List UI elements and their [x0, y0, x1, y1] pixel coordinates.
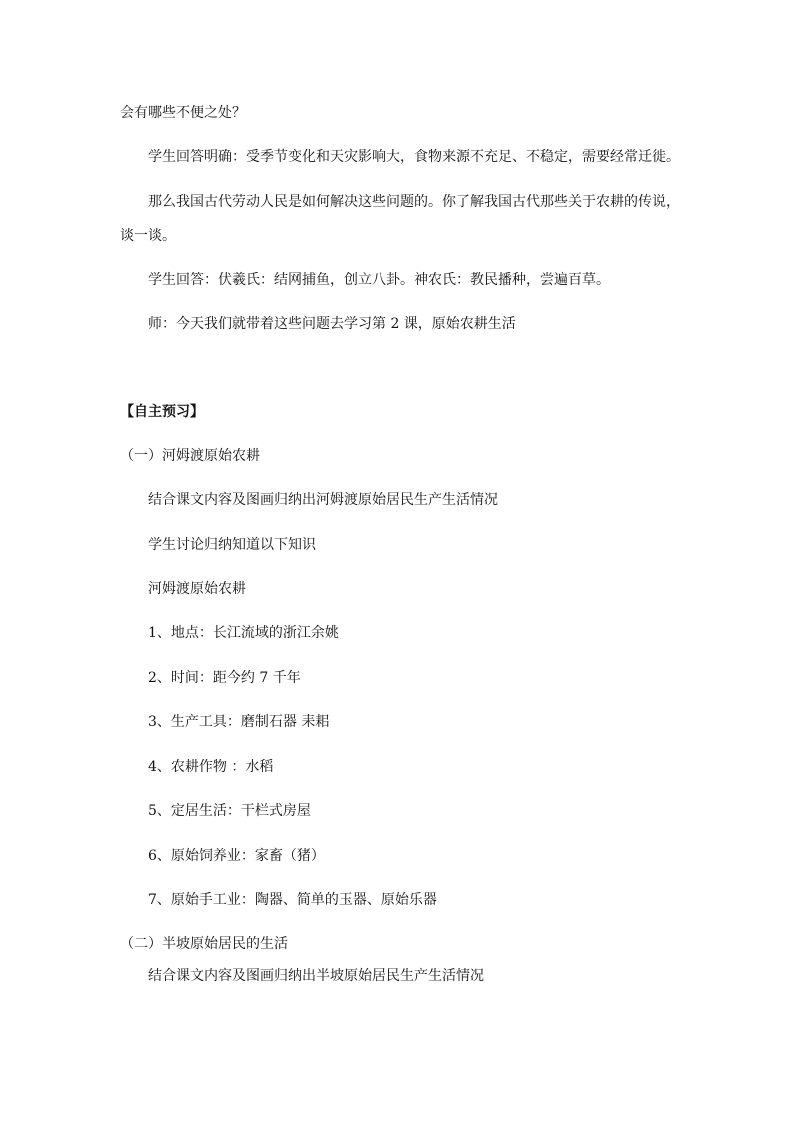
list-item: 5、定居生活：干栏式房屋: [148, 803, 311, 819]
list-item: 4、农耕作物 ：水稻: [148, 759, 274, 775]
section-heading: 【自主预习】: [120, 404, 204, 420]
paragraph-line: 谈一谈。: [120, 228, 176, 244]
list-item: 1、地点：长江流域的浙江余姚: [148, 625, 339, 641]
part2-intro: 结合课文内容及图画归纳出半坡原始居民生产生活情况: [148, 968, 484, 984]
list-item: 3、生产工具：磨制石器 耒耜: [148, 714, 330, 730]
paragraph-line: 会有哪些不便之处？: [120, 105, 246, 121]
paragraph-line: 学生回答：伏羲氏：结网捕鱼，创立八卦。神农氏：教民播种，尝遍百草。: [148, 272, 610, 288]
list-item: 2、时间：距今约 7 千年: [148, 670, 301, 686]
part2-heading: （二）半坡原始居民的生活: [120, 936, 288, 952]
paragraph-line: 那么我国古代劳动人民是如何解决这些问题的。你了解我国古代那些关于农耕的传说，: [148, 194, 680, 210]
part1-discussion: 学生讨论归纳知道以下知识: [148, 537, 316, 553]
paragraph-line: 学生回答明确：受季节变化和天灾影响大，食物来源不充足、不稳定，需要经常迁徙。: [148, 149, 680, 165]
list-item: 7、原始手工业：陶器、简单的玉器、原始乐器: [148, 892, 437, 908]
list-item: 6、原始饲养业：家畜（猪）: [148, 848, 325, 864]
paragraph-line: 师：今天我们就带着这些问题去学习第 2 课，原始农耕生活: [148, 316, 516, 332]
part1-intro: 结合课文内容及图画归纳出河姆渡原始居民生产生活情况: [148, 492, 498, 508]
part1-heading: （一）河姆渡原始农耕: [120, 448, 260, 464]
part1-subtitle: 河姆渡原始农耕: [148, 581, 246, 597]
